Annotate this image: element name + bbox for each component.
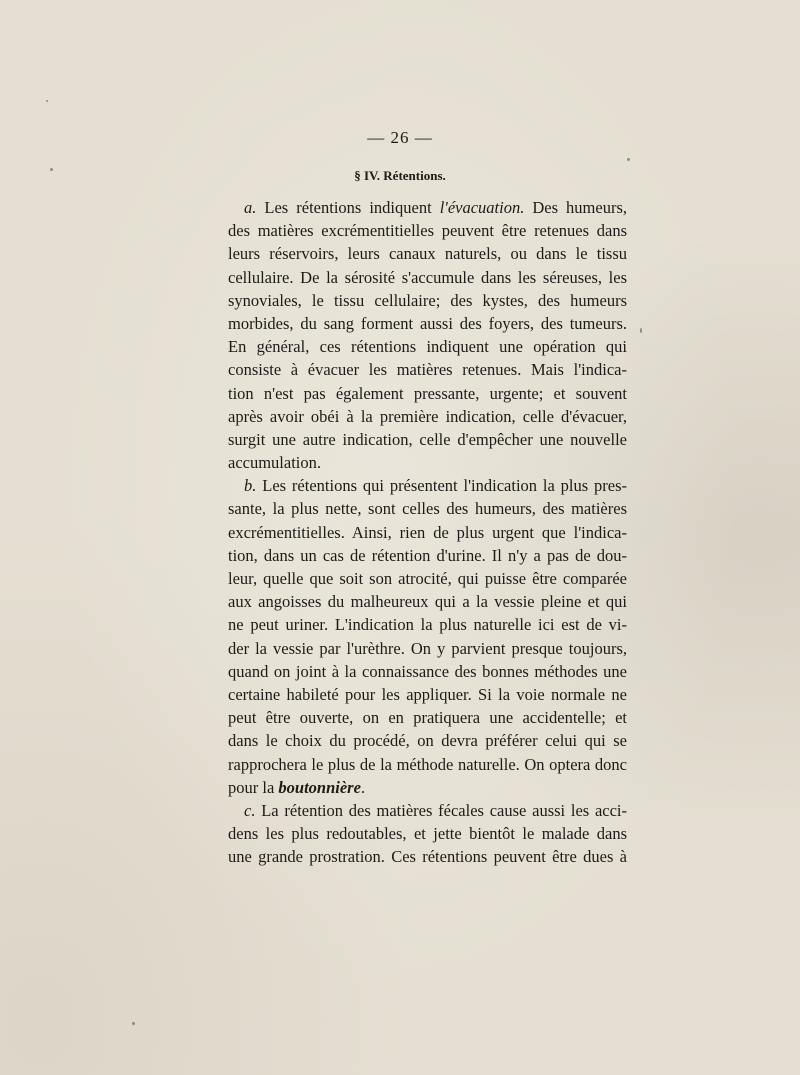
paper-speck <box>627 158 630 161</box>
emphasis-boutonniere: boutonnière <box>278 777 361 797</box>
text-span: Les rétentions indiquent <box>264 198 440 217</box>
text-line <box>228 799 627 822</box>
text-line: ne peut uriner. L'indication la plus naturelle ici est de vi- <box>228 615 627 635</box>
text-line <box>228 776 627 799</box>
text-line: En général, ces rétentions indiquent une opération qui <box>228 337 627 357</box>
emphasis-evacuation: l'évacuation. <box>439 198 525 217</box>
body-text <box>228 196 627 868</box>
text-line <box>228 474 627 497</box>
text-line: après avoir obéi à la première indication, celle d'évacuer, <box>228 406 627 426</box>
text-line: tion n'est pas également pressante, urgente; et souvent <box>228 383 627 403</box>
text-line: aux angoisses du malheureux qui a la vessie pleine et qui <box>228 592 627 612</box>
text-line: leurs réservoirs, leurs canaux naturels, ou dans le tissu <box>228 244 627 264</box>
text-line: tion, dans un cas de rétention d'urine. Il n'y a pas de dou- <box>228 545 627 565</box>
text-line: excrémentitielles. Ainsi, rien de plus urgent que l'indica- <box>228 522 627 542</box>
text-line <box>228 196 627 219</box>
section-title: Rétentions. <box>383 168 446 183</box>
text-span: pour la <box>228 777 279 797</box>
paragraph-marker-a: a. <box>244 198 257 217</box>
paper-speck <box>640 328 642 333</box>
text-line: rapprochera le plus de la méthode naturelle. On optera donc <box>228 754 627 774</box>
text-line: sante, la plus nette, sont celles des humeurs, des matières <box>228 499 627 519</box>
text-line: cellulaire. De la sérosité s'accumule dans les séreuses, les <box>228 267 627 287</box>
text-line: quand on joint à la connaissance des bonnes méthodes une <box>228 661 627 681</box>
text-line: morbides, du sang forment aussi des foyers, des tumeurs. <box>228 313 627 333</box>
paper-speck <box>132 1022 135 1025</box>
text-line: une grande prostration. Ces rétentions peuvent être dues à <box>228 847 627 867</box>
text-line: certaine habileté pour les appliquer. Si la voie normale ne <box>228 684 627 704</box>
text-line: accumulation. <box>228 453 322 473</box>
text-line: peut être ouverte, on en pratiquera une accidentelle; et <box>228 708 627 728</box>
text-line: synoviales, le tissu cellulaire; des kystes, des humeurs <box>228 290 627 310</box>
text-line: leur, quelle que soit son atrocité, qui puisse être comparée <box>228 569 627 588</box>
text-line: dens les plus redoutables, et jette bientôt le malade dans <box>228 824 627 844</box>
page-number: — 26 — <box>367 128 433 147</box>
text-line: dans le choix du procédé, on devra préférer celui qui se <box>228 731 627 751</box>
text-line: consiste à évacuer les matières retenues. Mais l'indica- <box>228 360 627 380</box>
section-heading <box>0 168 800 184</box>
paper-speck <box>50 168 53 171</box>
text-span: La rétention des matières fécales cause aussi les acci- <box>261 800 628 820</box>
text-line: des matières excrémentitielles peuvent être retenues dans <box>228 221 627 241</box>
paper-speck <box>46 100 48 102</box>
text-span: Les rétentions qui présentent l'indication la plus pres- <box>262 476 628 496</box>
paragraph-marker-c: c. <box>244 800 256 820</box>
paragraph-marker-b: b. <box>244 476 257 496</box>
section-number: § IV. <box>354 168 381 183</box>
text-line: surgit une autre indication, celle d'empêcher une nouvelle <box>228 429 627 449</box>
text-span: Des humeurs, <box>524 198 628 217</box>
text-line: der la vessie par l'urèthre. On y parvient presque toujours, <box>228 638 627 658</box>
text-span: . <box>360 777 366 797</box>
